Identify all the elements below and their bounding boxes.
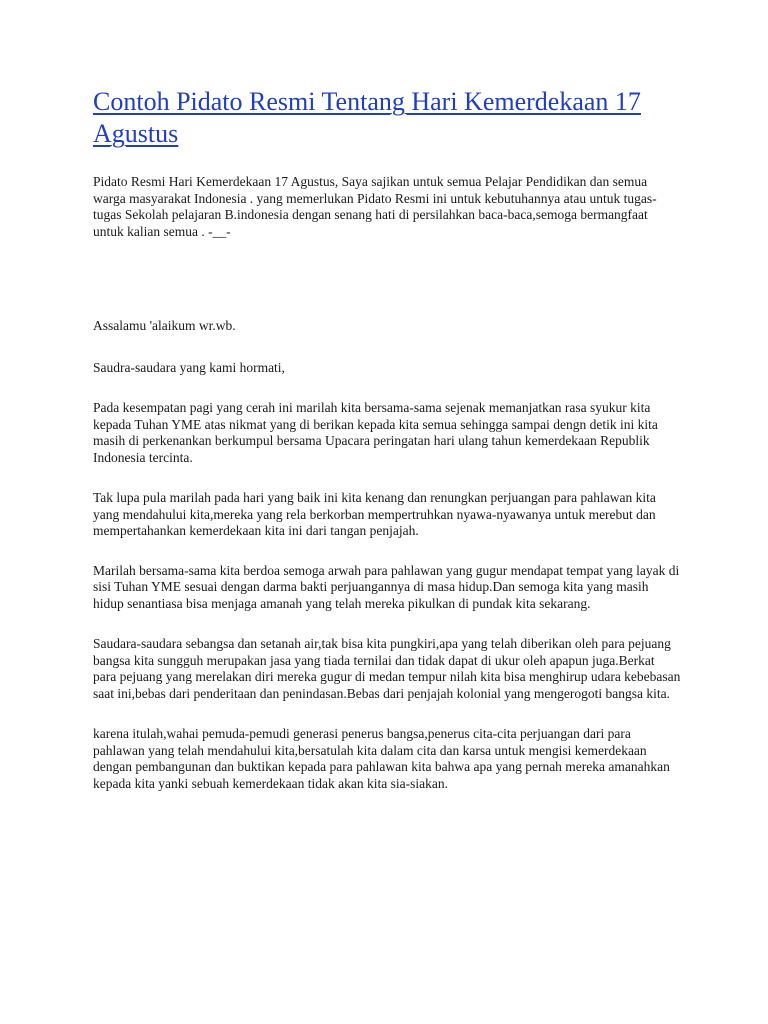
body-paragraph-1: Pada kesempatan pagi yang cerah ini marilah kita bersama-sama sejenak memanjatkan rasa syukur kita kepada Tuhan YME atas nikmat yang di berikan kepada kita semua sehingga sampai dengn detik ini kita masih di perkenankan berkumpul bersama Upacara peringatan hari ulang tahun kemerdekaan Republik Indonesia tercinta. [93,400,658,465]
body-paragraph-2: Tak lupa pula marilah pada hari yang baik ini kita kenang dan renungkan perjuangan para pahlawan kita yang mendahului kita,mereka yang rela berkorban mempertruhkan nyawa-nyawanya untuk merebut dan mempertahankan kemerdekaan kita ini dari tangan penjajah. [93,490,656,538]
document-page [93,86,681,792]
greeting-line: Saudra-saudara yang kami hormati, [93,359,285,375]
body-paragraph-3: Marilah bersama-sama kita berdoa semoga arwah para pahlawan yang gugur mendapat tempat yang layak di sisi Tuhan YME sesuai dengan darma bakti perjuangannya di masa hidup.Dan semoga kita yang masih hidup senantiasa bisa menjaga amanah yang telah mereka pikulkan di pundak kita sekarang. [93,562,680,611]
title-link[interactable]: Contoh Pidato Resmi Tentang Hari Kemerdekaan 17 Agustus [93,87,641,148]
body-paragraph-5: karena itulah,wahai pemuda-pemudi generasi penerus bangsa,penerus cita-cita perjuangan dari para pahlawan yang telah mendahului kita,bersatulah kita dalam cita dan karsa untuk mengisi kemerdekaan dengan pembangunan dan buktikan kepada para pahlawan kita bahwa apa yang pernah mereka amanahkan kepada kita yanki sebuah kemerdekaan tidak akan kita sia-siakan. [93,726,670,791]
intro-paragraph: Pidato Resmi Hari Kemerdekaan 17 Agustus, Saya sajikan untuk semua Pelajar Pendidikan dan semua warga masyarakat Indonesia . yang memerlukan Pidato Resmi ini untuk kebutuhannya atau untuk tugas-tugas Sekolah pelajaran B.indonesia dengan senang hati di persilahkan baca-baca,semoga bermangfaat untuk kalian semua . -__- [93,174,657,239]
salam-line: Assalamu 'alaikum wr.wb. [93,318,236,333]
page-title[interactable] [93,86,681,150]
body-paragraph-4: Saudara-saudara sebangsa dan setanah air,tak bisa kita pungkiri,apa yang telah diberikan oleh para pejuang bangsa kita sungguh merupakan jasa yang tiada ternilai dan tidak dapat di ukur oleh apapun juga.Berkat para pejuang yang merelakan diri mereka gugur di medan tempur nilah kita bisa menghirup udara kebebasan saat ini,bebas dari penderitaan dan penindasan.Bebas dari penjajah kolonial yang mengerogoti bangsa kita. [93,636,681,701]
